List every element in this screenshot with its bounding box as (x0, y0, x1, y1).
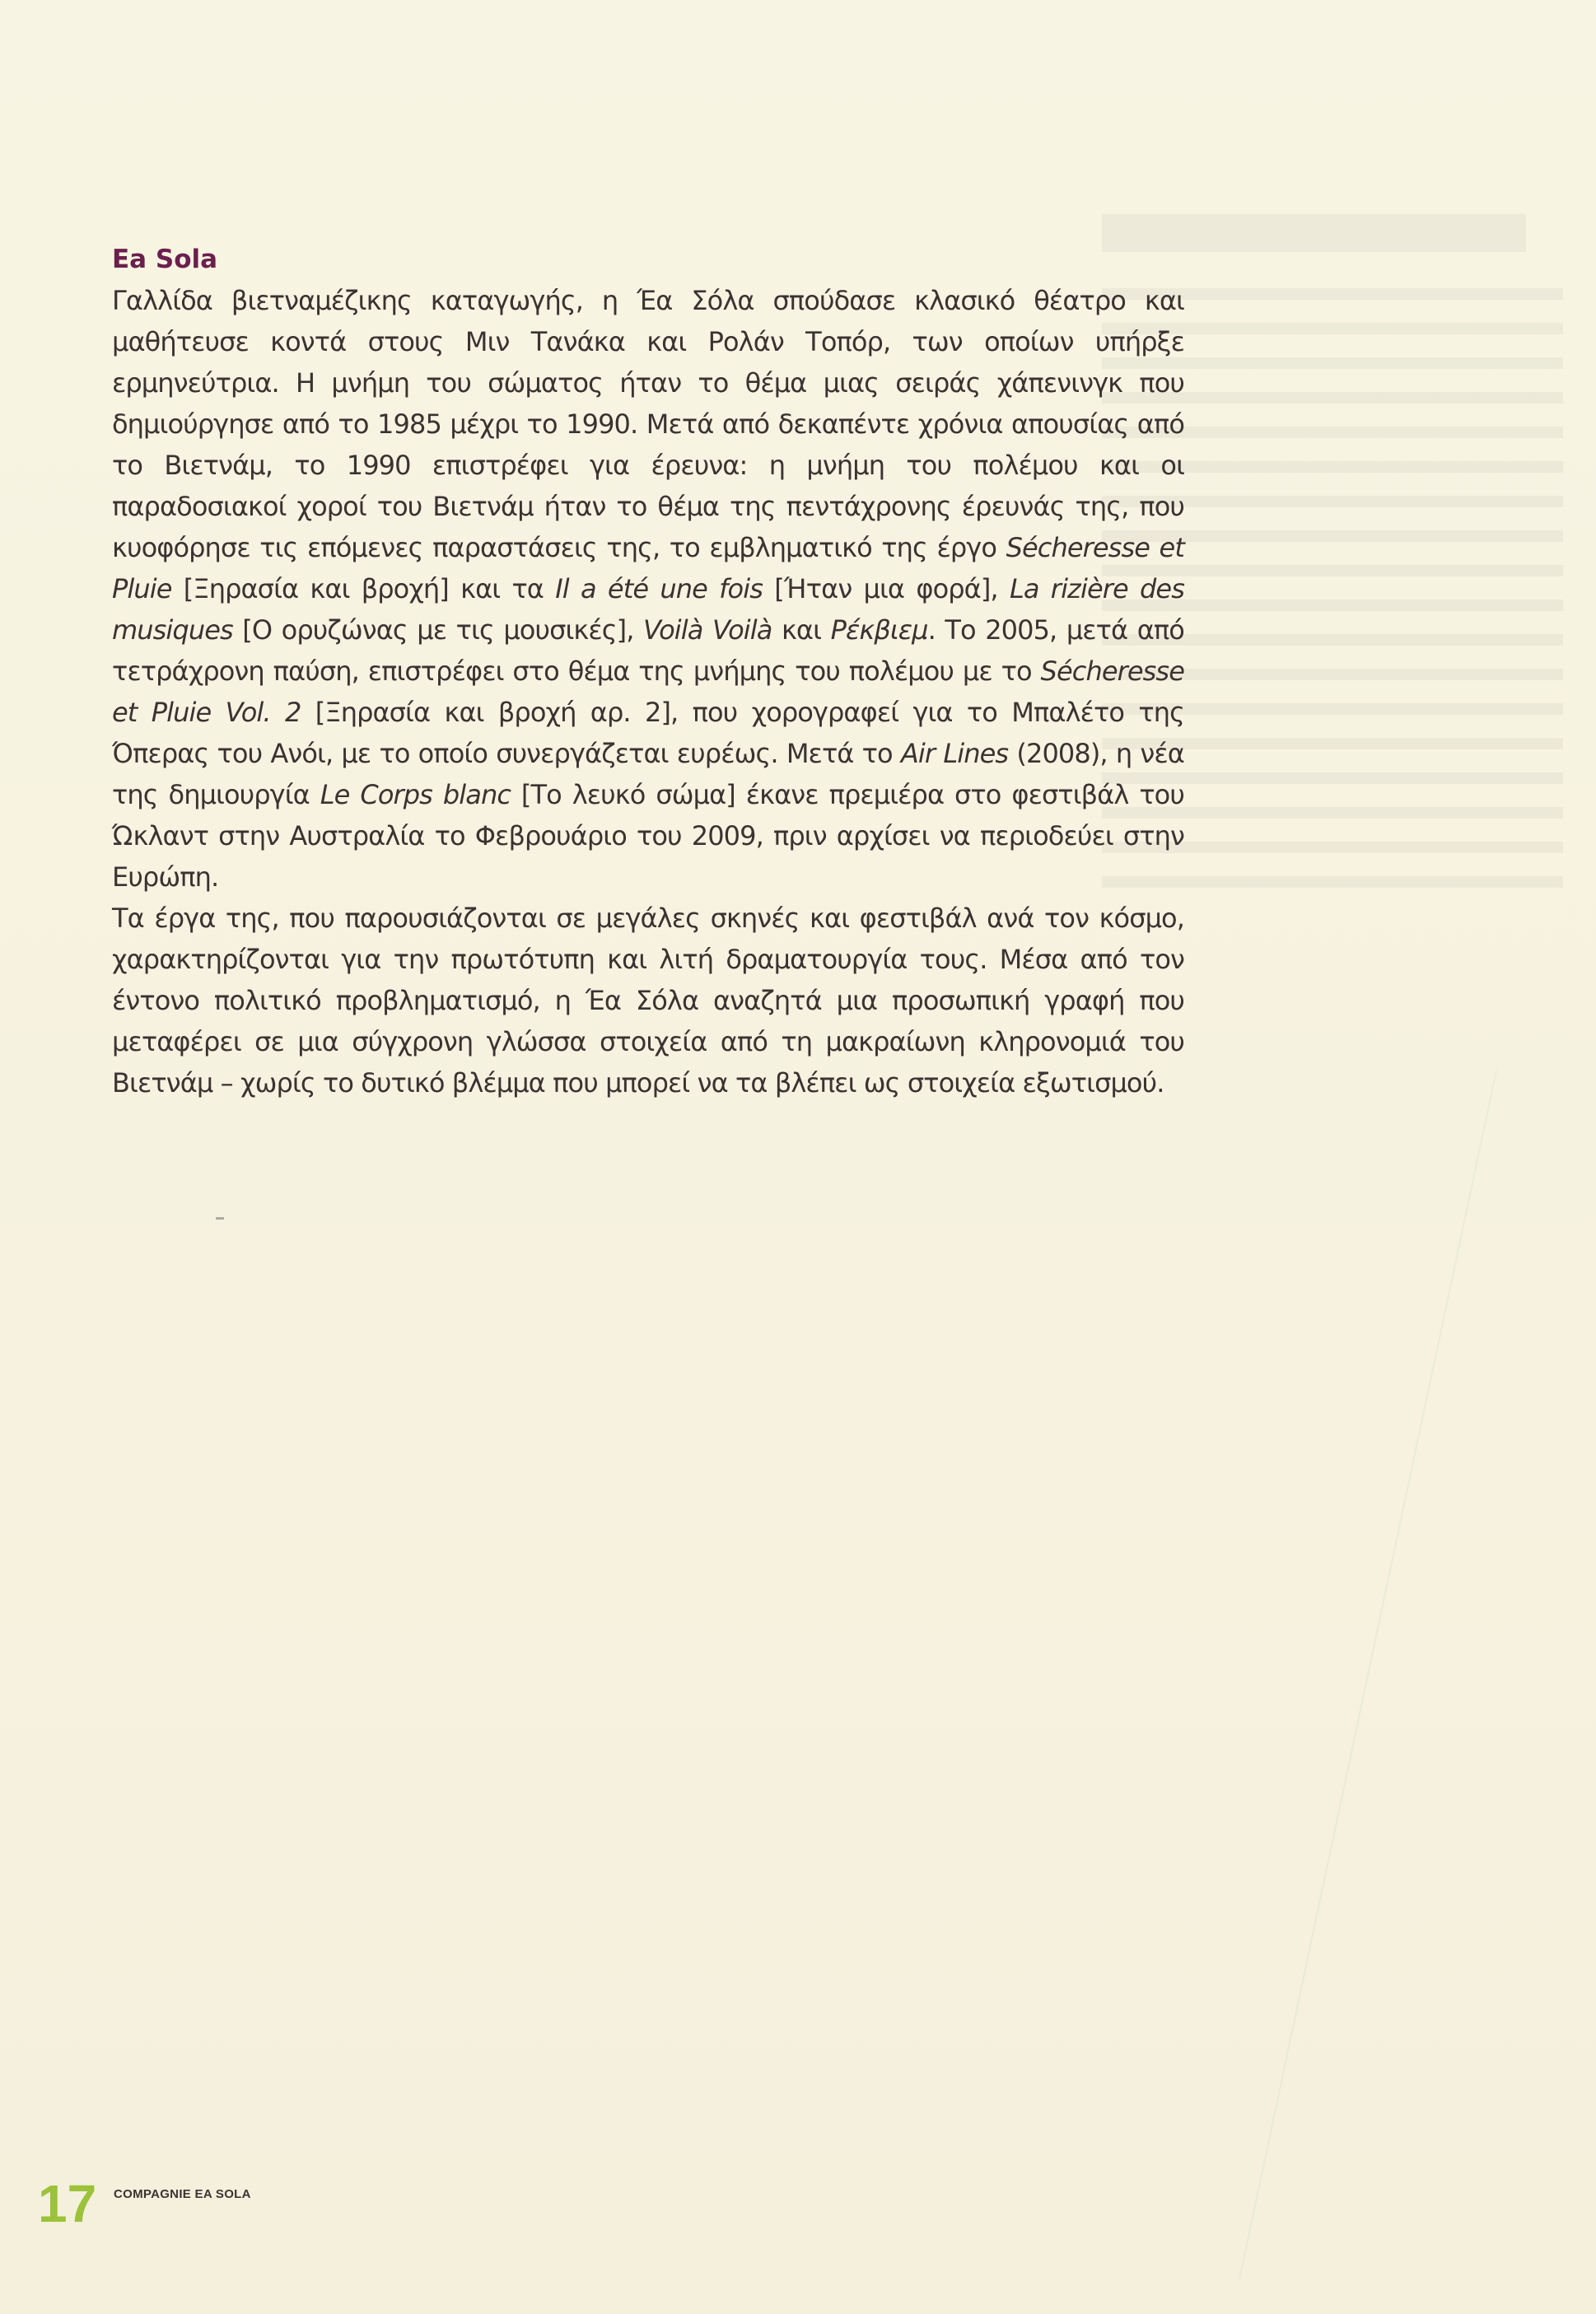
work-title: Sécheresse et Pluie (112, 532, 1184, 604)
text-run: και (772, 614, 831, 646)
page-number: 17 (38, 2174, 97, 2233)
running-head: COMPAGNIE EA SOLA (114, 2187, 251, 2201)
work-title: Sécheresse et Pluie Vol. 2 (112, 655, 1184, 728)
article-paragraph (112, 898, 1184, 1103)
text-run: . Το 2005, μετά από τετράχρονη παύση, επιστρέφει στο θέμα της μνήμης του πολέμου με το (112, 614, 1184, 687)
work-title: Il a été une fois (555, 573, 763, 604)
article-heading: Ea Sola (112, 245, 218, 274)
text-run: [Ξηρασία και βροχή] και τα (171, 573, 556, 604)
paper-crease (1239, 1071, 1497, 2279)
work-title: Air Lines (900, 738, 1009, 769)
text-run: [Ήταν μια φορά], (762, 573, 1010, 604)
text-run: Γαλλίδα βιετναμέζικης καταγωγής, η Έα Σόλα σπούδασε κλασικό θέατρο και μαθήτευσε κοντά στους Μιν Τανάκα και Ρολάν Τοπόρ, των οποίων υπήρξε ερμηνεύτρια. Η μνήμη του σώματος ήταν το θέμα μιας σειράς χάπενινγκ που δημιούργησε από το 1985 μέχρι το 1990. Μετά από δεκαπέντε χρόνια απουσίας από το Βιετνάμ, το 1990 επιστρέφει για έρευνα: η μνήμη του πολέμου και οι παραδοσιακοί χοροί του Βιετνάμ ήταν το θέμα της πεντάχρονης έρευνάς της, που κυοφόρησε τις επόμενες παραστάσεις της, το εμβληματικό της έργο (112, 285, 1184, 563)
text-run: [Ο ορυζώνας με τις μουσικές], (232, 614, 643, 646)
text-run: [Ξηρασία και βροχή αρ. 2], που χορογραφεί για το Μπαλέτο της Όπερας του Ανόι, με το οποίο συνεργάζεται ευρέως. Μετά το (112, 697, 1184, 769)
article-paragraph (112, 280, 1184, 898)
text-run: (2008), η νέα της δημιουργία (112, 738, 1184, 810)
text-run: Τα έργα της, που παρουσιάζονται σε μεγάλες σκηνές και φεστιβάλ ανά τον κόσμο, χαρακτηρίζονται για την πρωτότυπη και λιτή δραματουργία τους. Μέσα από τον έντονο πολιτικό προβληματισμό, η Έα Σόλα αναζητά μια προσωπική γραφή που μεταφέρει σε μια σύγχρονη γλώσσα στοιχεία από τη μακραίωνη κληρονομιά του Βιετνάμ – χωρίς το δυτικό βλέμμα που μπορεί να τα βλέπει ως στοιχεία εξωτισμού. (112, 903, 1184, 1099)
article (112, 239, 1184, 1103)
work-title: Voilà Voilà (643, 614, 772, 646)
work-title: Ρέκβιεμ (830, 614, 928, 646)
paper-speck (216, 1217, 224, 1220)
work-title: Le Corps blanc (320, 779, 511, 810)
work-title: La rizière des musiques (112, 573, 1184, 646)
text-run: [Το λευκό σώμα] έκανε πρεμιέρα στο φεστιβάλ του Ώκλαντ στην Αυστραλία το Φεβρουάριο του 2009, πριν αρχίσει να περιοδεύει στην Ευρώπη. (112, 779, 1184, 893)
